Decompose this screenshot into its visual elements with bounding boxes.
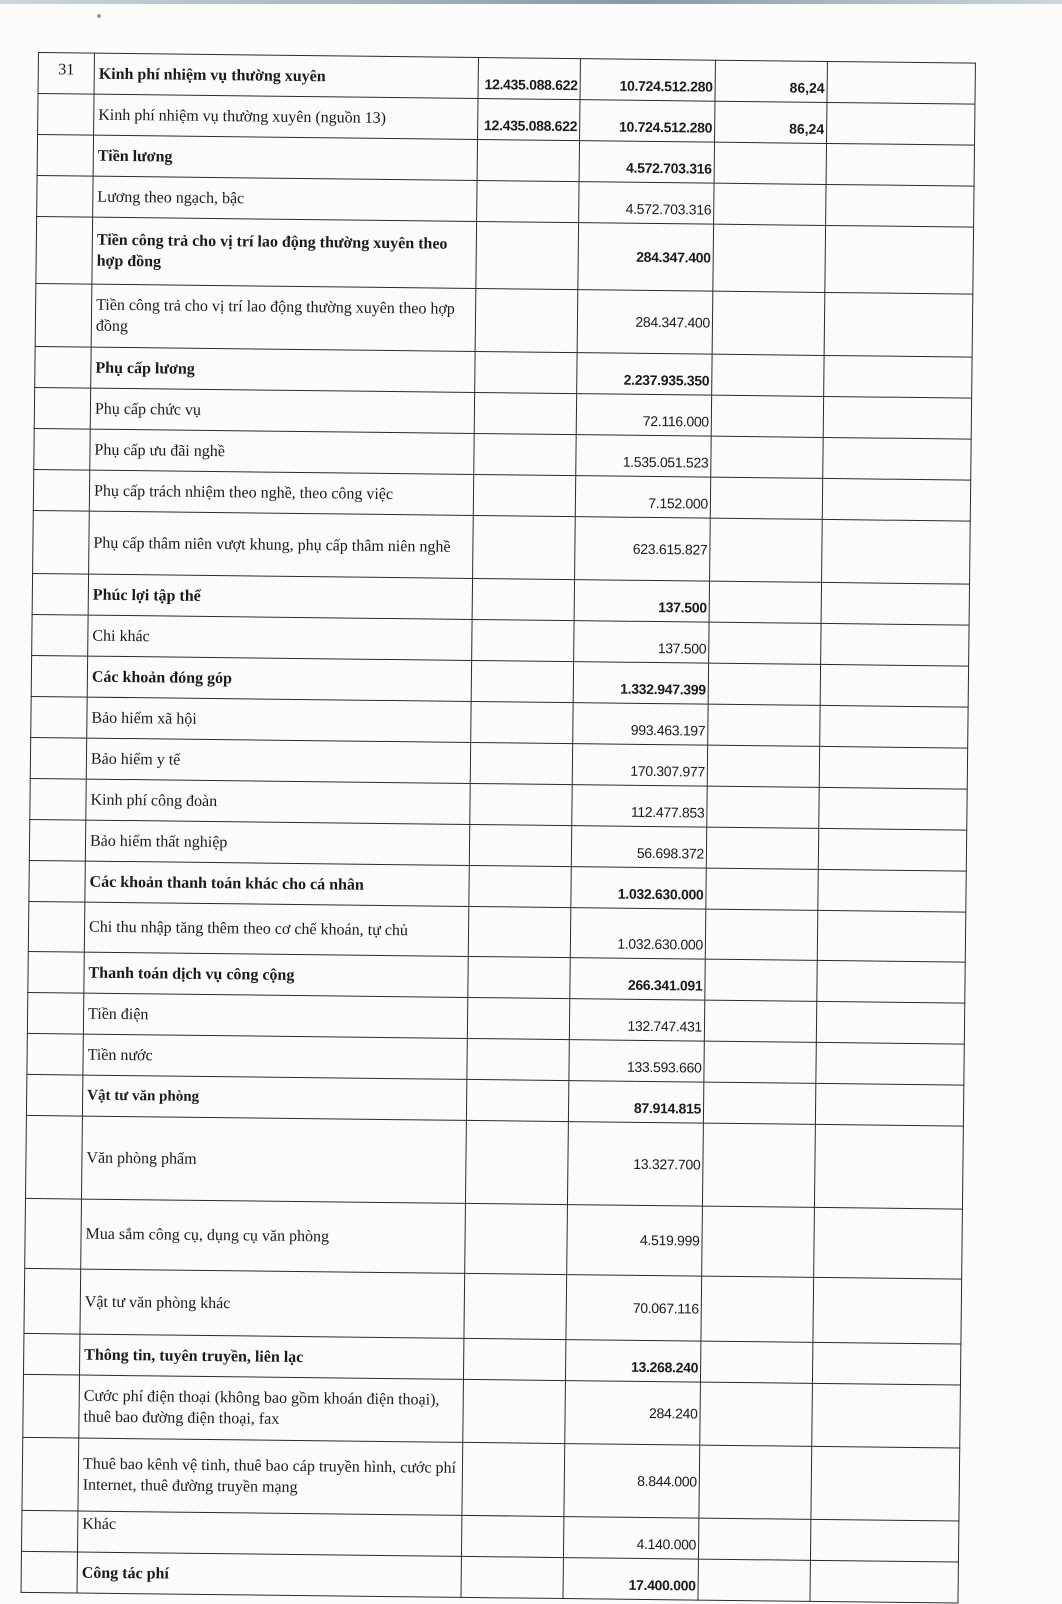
cell-note (812, 1342, 960, 1385)
row-label: Chi thu nhập tăng thêm theo cơ chế khoán, tự chủ (84, 902, 469, 956)
row-stt (21, 1551, 77, 1593)
cell-percent (710, 477, 822, 519)
cell-percent (702, 1206, 815, 1277)
row-label: Các khoản thanh toán khác cho cá nhân (85, 861, 469, 906)
cell-note (812, 1383, 961, 1448)
cell-actual: 170.307.977 (572, 744, 707, 787)
cell-note (810, 1519, 958, 1562)
cell-note (826, 143, 974, 186)
cell-percent (714, 183, 826, 225)
row-label: Phụ cấp lương (91, 347, 475, 392)
row-stt (33, 510, 90, 574)
cell-note (823, 437, 971, 480)
cell-estimate (472, 619, 574, 661)
row-stt (25, 1198, 82, 1269)
cell-actual: 4.140.000 (563, 1517, 698, 1560)
cell-actual: 10.724.512.280 (580, 59, 715, 102)
cell-percent: 86,24 (715, 60, 827, 102)
cell-note (818, 828, 966, 871)
row-label: Tiền điện (83, 993, 467, 1038)
cell-estimate (475, 351, 577, 393)
row-label: Khác (77, 1511, 461, 1556)
cell-percent (698, 1518, 810, 1560)
cell-actual: 284.240 (565, 1381, 701, 1446)
cell-percent (700, 1341, 812, 1383)
cell-note (816, 1042, 964, 1085)
row-stt (32, 614, 88, 656)
cell-note (820, 705, 968, 748)
row-label: Vật tư văn phòng (82, 1075, 466, 1120)
cell-actual: 13.268.240 (565, 1340, 700, 1383)
row-label: Phụ cấp chức vụ (90, 388, 474, 433)
cell-actual: 13.327.700 (567, 1122, 703, 1207)
cell-note (822, 478, 970, 521)
row-label: Phụ cấp thâm niên vượt khung, phụ cấp thâm niên nghề (89, 511, 474, 578)
cell-estimate (463, 1379, 566, 1443)
cell-note (820, 664, 968, 707)
cell-actual: 137.500 (574, 580, 709, 623)
cell-estimate: 12.435.088.622 (478, 57, 580, 99)
cell-actual: 133.593.660 (569, 1040, 704, 1083)
cell-percent (708, 663, 820, 705)
cell-percent (708, 704, 820, 746)
row-stt (22, 1437, 79, 1511)
cell-estimate (468, 906, 571, 957)
cell-note (814, 1124, 963, 1209)
row-stt: 31 (38, 53, 94, 95)
cell-percent (699, 1445, 812, 1519)
cell-percent (706, 868, 818, 910)
row-label: Vật tư văn phòng khác (80, 1269, 465, 1338)
cell-estimate (464, 1273, 567, 1339)
cell-estimate (471, 701, 573, 743)
cell-estimate (463, 1338, 565, 1380)
scan-speck (97, 14, 101, 18)
cell-note (825, 225, 974, 294)
row-label: Phúc lợi tập thể (88, 574, 472, 619)
row-stt (25, 1115, 82, 1199)
expense-table (21, 52, 976, 1604)
cell-actual: 56.698.372 (571, 826, 706, 869)
cell-estimate (477, 139, 579, 181)
cell-note (822, 519, 971, 584)
cell-note (824, 355, 972, 398)
row-stt (27, 992, 83, 1034)
row-stt (34, 387, 90, 429)
row-stt (29, 860, 85, 902)
cell-percent (711, 395, 823, 437)
row-stt (28, 901, 85, 952)
row-label: Bảo hiểm y tế (86, 738, 470, 783)
row-stt (31, 655, 87, 697)
cell-actual: 17.400.000 (563, 1558, 698, 1601)
cell-actual: 87.914.815 (568, 1081, 703, 1124)
cell-note (810, 1560, 958, 1603)
cell-percent (714, 142, 826, 184)
cell-percent (705, 909, 818, 960)
row-label: Tiền nước (83, 1034, 467, 1079)
table-row (25, 1115, 963, 1209)
cell-note (811, 1446, 960, 1521)
cell-actual: 1.032.630.000 (571, 867, 706, 910)
cell-percent (712, 354, 824, 396)
table-row (35, 283, 973, 357)
cell-note (817, 910, 966, 962)
cell-actual: 1.332.947.399 (573, 662, 708, 705)
cell-estimate: 12.435.088.622 (478, 98, 580, 140)
cell-estimate (462, 1442, 565, 1516)
row-label: Tiền công trả cho vị trí lao động thường xuyên theo hợp đồng (92, 217, 477, 288)
cell-percent (705, 959, 817, 1001)
cell-actual: 72.116.000 (576, 394, 711, 437)
row-label: Lương theo ngạch, bậc (93, 176, 477, 221)
cell-percent: 86,24 (715, 101, 827, 143)
row-stt (26, 1074, 82, 1116)
cell-note (816, 1001, 964, 1044)
cell-estimate (474, 392, 576, 434)
row-label: Thông tin, tuyên truyền, liên lạc (79, 1334, 463, 1379)
cell-actual: 4.519.999 (567, 1205, 703, 1277)
cell-percent (706, 827, 818, 869)
row-stt (23, 1374, 80, 1438)
row-stt (21, 1510, 77, 1552)
table-row (36, 216, 974, 294)
cell-estimate (469, 865, 571, 907)
row-stt (38, 94, 94, 136)
cell-percent (704, 1000, 816, 1042)
cell-estimate (474, 433, 576, 475)
cell-actual: 1.032.630.000 (570, 908, 706, 960)
row-stt (27, 1033, 83, 1075)
cell-percent (701, 1276, 814, 1342)
cell-estimate (466, 1079, 568, 1121)
cell-estimate (469, 824, 571, 866)
cell-note (814, 1207, 963, 1279)
cell-actual: 132.747.431 (569, 999, 704, 1042)
cell-actual: 284.347.400 (577, 290, 713, 355)
cell-note (818, 869, 966, 912)
cell-note (827, 102, 975, 145)
row-label: Chi khác (88, 615, 472, 660)
cell-estimate (467, 997, 569, 1039)
row-label: Công tác phí (77, 1552, 461, 1597)
scan-top-edge (0, 0, 1062, 4)
row-stt (32, 573, 88, 615)
cell-note (827, 61, 975, 104)
cell-note (821, 582, 969, 625)
row-label: Mua sắm công cụ, dụng cụ văn phòng (81, 1199, 466, 1273)
cell-actual: 70.067.116 (566, 1275, 702, 1342)
cell-actual: 4.572.703.316 (579, 141, 714, 184)
cell-estimate (473, 515, 576, 579)
row-stt (31, 696, 87, 738)
cell-actual: 2.237.935.350 (577, 353, 712, 396)
cell-estimate (465, 1120, 568, 1204)
cell-estimate (470, 742, 572, 784)
row-label: Phụ cấp ưu đãi nghề (90, 429, 474, 474)
table-row (33, 510, 971, 584)
cell-note (819, 746, 967, 789)
cell-estimate (465, 1203, 568, 1274)
cell-percent (709, 622, 821, 664)
cell-percent (707, 745, 819, 787)
cell-actual: 623.615.827 (575, 517, 711, 582)
row-label: Các khoản đóng góp (87, 656, 471, 701)
cell-percent (702, 1123, 815, 1207)
cell-percent (711, 436, 823, 478)
cell-estimate (461, 1515, 563, 1557)
cell-actual: 10.724.512.280 (580, 100, 715, 143)
row-label: Thuê bao kênh vệ tinh, thuê bao cáp truyền hình, cước phí Internet, thuê đường truyền mạng (78, 1438, 463, 1515)
row-stt (29, 819, 85, 861)
table-row (25, 1198, 963, 1279)
row-stt (28, 951, 84, 993)
row-label: Phụ cấp trách nhiệm theo nghề, theo công việc (89, 470, 473, 515)
row-label: Tiền công trả cho vị trí lao động thường xuyên theo hợp đồng (91, 284, 476, 351)
cell-estimate (468, 956, 570, 998)
cell-percent (709, 581, 821, 623)
cell-estimate (477, 180, 579, 222)
row-stt (37, 135, 93, 177)
row-stt (24, 1268, 81, 1334)
cell-note (823, 396, 971, 439)
cell-percent (704, 1041, 816, 1083)
row-stt (35, 283, 92, 347)
row-label: Văn phòng phẩm (81, 1116, 466, 1203)
row-label: Kinh phí nhiệm vụ thường xuyên (94, 53, 478, 98)
cell-actual: 8.844.000 (564, 1444, 700, 1519)
cell-note (824, 292, 973, 357)
cell-note (817, 960, 965, 1003)
cell-note (815, 1083, 963, 1126)
cell-estimate (473, 474, 575, 516)
cell-percent (713, 224, 826, 292)
row-label: Cước phí điện thoại (không bao gồm khoán điện thoại), thuê bao đường điện thoại, fax (79, 1375, 464, 1442)
row-stt (30, 778, 86, 820)
table-row (24, 1268, 962, 1344)
cell-estimate (476, 221, 579, 289)
cell-percent (707, 786, 819, 828)
row-stt (34, 428, 90, 470)
cell-actual: 4.572.703.316 (579, 182, 714, 225)
cell-estimate (470, 783, 572, 825)
row-label: Bảo hiểm thất nghiệp (85, 820, 469, 865)
cell-actual: 266.341.091 (570, 958, 705, 1001)
row-stt (30, 737, 86, 779)
row-label: Bảo hiểm xã hội (87, 697, 471, 742)
row-label: Thanh toán dịch vụ công cộng (84, 952, 468, 997)
cell-percent (712, 291, 825, 355)
cell-estimate (472, 578, 574, 620)
table-row (23, 1374, 961, 1448)
cell-actual: 112.477.853 (572, 785, 707, 828)
cell-note (819, 787, 967, 830)
row-stt (35, 346, 91, 388)
cell-percent (710, 518, 823, 582)
row-stt (33, 469, 89, 511)
table-row (22, 1437, 960, 1521)
cell-actual: 137.500 (574, 621, 709, 664)
cell-actual: 1.535.051.523 (576, 435, 711, 478)
cell-note (826, 184, 974, 227)
cell-estimate (467, 1038, 569, 1080)
row-label: Tiền lương (93, 135, 477, 180)
row-stt (23, 1333, 79, 1375)
cell-note (821, 623, 969, 666)
cell-percent (700, 1382, 813, 1446)
cell-estimate (475, 288, 578, 352)
row-label: Kinh phí công đoàn (86, 779, 470, 824)
cell-estimate (461, 1556, 563, 1598)
cell-actual: 7.152.000 (575, 476, 710, 519)
cell-percent (703, 1082, 815, 1124)
cell-actual: 284.347.400 (578, 223, 714, 292)
row-label: Kinh phí nhiệm vụ thường xuyên (nguồn 13) (94, 94, 478, 139)
row-stt (37, 175, 93, 217)
row-stt (36, 216, 93, 284)
cell-actual: 993.463.197 (573, 703, 708, 746)
cell-percent (698, 1559, 810, 1601)
cell-note (813, 1277, 962, 1344)
cell-estimate (471, 660, 573, 702)
